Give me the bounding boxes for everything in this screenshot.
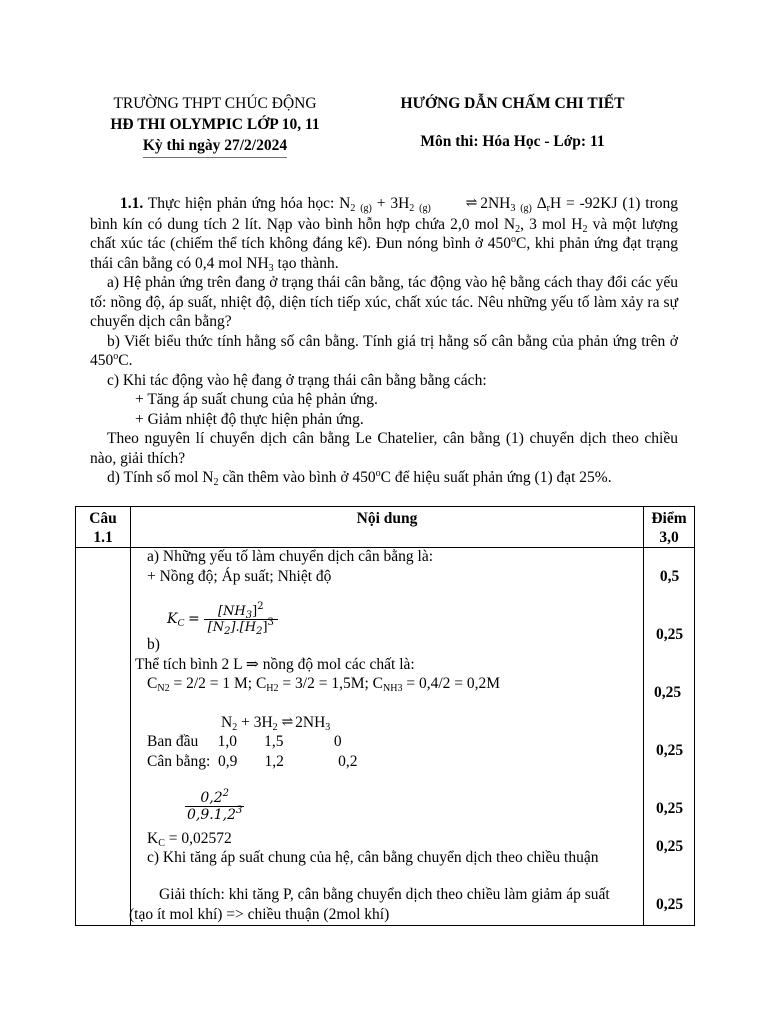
table-header-row xyxy=(76,507,695,548)
score-c2: 0,25 xyxy=(655,896,684,913)
explanation-2: (tạo ít mol khí) => chiều thuận (2mol khí) xyxy=(129,906,390,923)
kc-fraction: $\frac{0,2^2}{0,9.1,2^3}$ xyxy=(187,788,243,823)
score-c1: 0,25 xyxy=(655,838,684,855)
row-equilibrium: Cân bằng: 0,9 1,2 0,2 xyxy=(147,753,358,770)
question-c1: + Tăng áp suất chung của hệ phản ứng. xyxy=(135,391,378,408)
header-right xyxy=(365,93,660,152)
header-question: Câu 1.1 xyxy=(76,507,131,548)
school-name: TRƯỜNG THPT CHÚC ĐỘNG xyxy=(113,95,317,112)
grading-table xyxy=(75,506,695,926)
header-left xyxy=(70,93,360,158)
header-content: Nội dung xyxy=(131,507,644,548)
question-intro: 1.1. Thực hiện phản ứng hóa học: $N_2$ $_{(g)} + 3H_2$ $_{(g)}$ ⇌ $2NH_3$ $_{(g)}$ $\Delta_rH = -92KJ$ (1) trong bình kín có dung tích 2 lít. Nạp vào bình hỗn hợp chứa 2,0 mol $N_2$, 3 mol $H_2$ và một lượng chất xúc tác (chiếm thể tích không đáng kể). Đun nóng bình ở 450$^o$C, khi phản ứng đạt trạng thái cân bằng có 0,4 mol $NH_3$ tạo thành. xyxy=(90,195,679,274)
question-c2: + Giảm nhiệt độ thực hiện phản ứng. xyxy=(135,410,364,428)
kc-value: $K_C = 0,02572$ xyxy=(147,830,232,849)
score-b2: 0,25 xyxy=(653,684,682,701)
question-c: c) Khi tác động vào hệ đang ở trạng thái cân bằng bằng cách: xyxy=(107,371,487,389)
subject-line: Môn thi: Hóa Học - Lớp: 11 xyxy=(420,133,605,150)
row-initial: Ban đầu 1,0 1,5 0 xyxy=(147,733,342,750)
exam-council: HĐ THI OLYMPIC LỚP 10, 11 xyxy=(110,116,320,133)
score-b4: 0,25 xyxy=(655,800,684,817)
score-b1: 0,25 xyxy=(655,626,684,643)
header-score: Điểm 3,0 xyxy=(644,507,695,548)
volume-line: Thể tích bình 2 L ⇒ nồng độ mol các chất là: xyxy=(135,656,415,673)
question-b: b) Viết biểu thức tính hằng số cân bằng. Tính giá trị hằng số cân bằng của phản ứng trên ở 450$^o$C. xyxy=(90,332,678,369)
answer-c: c) Khi tăng áp suất chung của hệ, cân bằng chuyển dịch theo chiều thuận xyxy=(147,849,599,866)
answer-content xyxy=(131,548,644,926)
score-column xyxy=(644,548,695,926)
equilibrium-arrow-icon: ⇌ xyxy=(465,196,476,211)
question-cell xyxy=(76,548,131,926)
question-a: a) Hệ phản ứng trên đang ở trạng thái cân bằng, tác động vào hệ bằng cách thay đổi các yếu tố: nồng độ, áp suất, nhiệt độ, diện tích tiếp xúc, chất xúc tác. Nêu những yếu tố làm xảy ra sự chuyển dịch cân bằng? xyxy=(90,274,678,330)
table-row xyxy=(76,548,695,926)
kc-expression: $K_C$ = $\frac{[NH_3]^2}{[N_2].[H_2]^3}$ xyxy=(167,604,278,635)
answer-b-label: b) xyxy=(147,636,160,653)
question-d: d) Tính số mol $N_2$ cần thêm vào bình ở 450$^o$C để hiệu suất phản ứng (1) đạt 25%. xyxy=(107,468,612,488)
score-b3: 0,25 xyxy=(655,742,684,759)
score-a: 0,5 xyxy=(659,568,680,585)
doc-title: HƯỚNG DẪN CHẤM CHI TIẾT xyxy=(400,95,625,112)
answer-a: a) Những yếu tố làm chuyển dịch cân bằng là: xyxy=(147,548,434,565)
exam-date: Kỳ thi ngày 27/2/2024 xyxy=(143,135,287,158)
explanation-1: Giải thích: khi tăng P, cân bằng chuyển dịch theo chiều làm giảm áp suất xyxy=(159,886,610,903)
question-c3: Theo nguyên lí chuyển dịch cân bằng Le Chatelier, cân bằng (1) chuyển dịch theo chiều nào, giải thích? xyxy=(90,430,678,467)
equilibrium-arrow-icon: ⇌ xyxy=(281,715,292,730)
question-text xyxy=(90,194,678,488)
concentration-line: $C_{N2} = 2/2 = 1$ M; $C_{H2} = 3/2 = 1,5M$; $C_{NH3} = 0,4/2 = 0,2M$ xyxy=(147,675,501,694)
answer-a-factors: + Nồng độ; Áp suất; Nhiệt độ xyxy=(147,568,332,585)
reaction-equation: $N_2 + 3H_2$ ⇌ $2NH_3$ xyxy=(221,714,331,733)
